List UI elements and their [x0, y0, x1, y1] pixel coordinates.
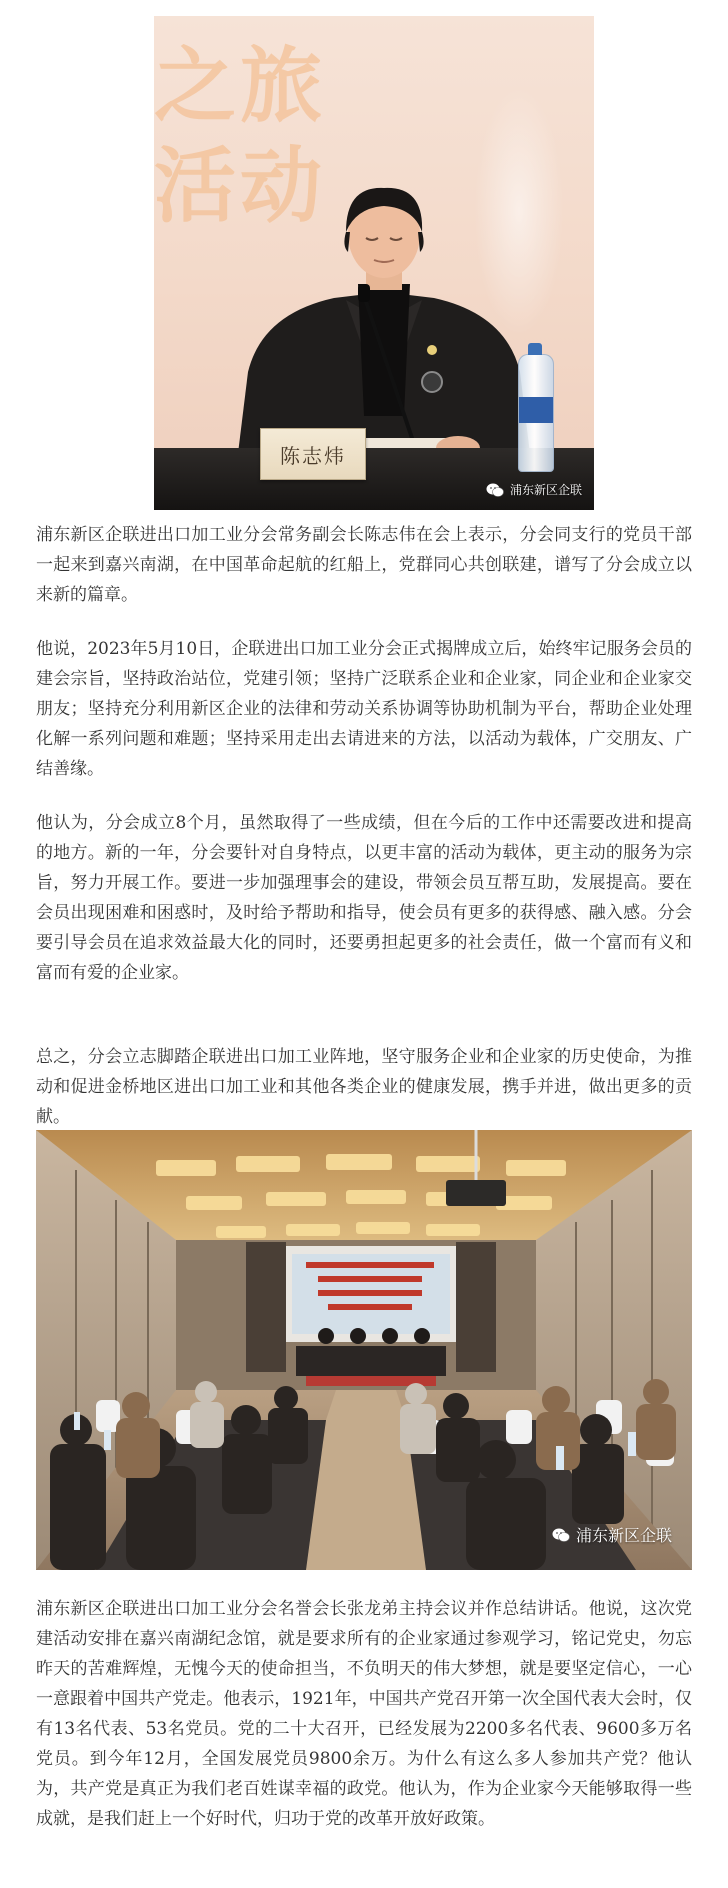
paragraph-2: 他说，2023年5月10日，企联进出口加工业分会正式揭牌成立后，始终牢记服务会员的建会宗旨，坚持政治站位，党建引领；坚持广泛联系企业和企业家，同企业和企业家交朋友；坚持充分利用新区企业的法律和劳动关系协调等协助机制为平台，帮助企业处理化解一系列问题和难题；坚持采用走出去请进来的方法，以活动为载体，广交朋友、广结善缘。	[36, 639, 692, 779]
backdrop-text-1: 之旅	[154, 39, 327, 134]
name-plate: 陈志炜	[260, 428, 366, 480]
paragraph-3: 他认为，分会成立8个月，虽然取得了一些成绩，但在今后的工作中还需要改进和提高的地方。新的一年，分会要针对自身特点，以更丰富的活动为载体，更主动的服务为宗旨，努力开展工作。要进一步加强理事会的建设，带领会员互帮互助，发展提高。要在会员出现困难和困惑时，及时给予帮助和指导，使会员有更多的获得感、融入感。分会要引导会员在追求效益最大化的同时，还要勇担起更多的社会责任，做一个富而有义和富而有爱的企业家。	[36, 813, 692, 983]
photo-watermark	[486, 481, 582, 498]
paragraph-4: 总之，分会立志脚踏企联进出口加工业阵地，坚守服务企业和企业家的历史使命，为推动和促进金桥地区进出口加工业和其他各类企业的健康发展，携手并进，做出更多的贡献。	[36, 1047, 692, 1127]
conference-photo	[36, 1130, 692, 1570]
wechat-icon	[552, 1527, 570, 1543]
photo-watermark	[552, 1523, 672, 1546]
wechat-icon	[486, 482, 504, 498]
paragraph-1: 浦东新区企联进出口加工业分会常务副会长陈志伟在会上表示，分会同支行的党员干部一起来到嘉兴南湖，在中国革命起航的红船上，党群同心共创联建，谱写了分会成立以来新的篇章。	[36, 525, 692, 605]
conference-scene	[36, 1130, 692, 1570]
watermark-text: 浦东新区企联	[575, 1526, 672, 1545]
watermark-text: 浦东新区企联	[509, 483, 582, 497]
paragraph-5: 浦东新区企联进出口加工业分会名誉会长张龙弟主持会议并作总结讲话。他说，这次党建活动安排在嘉兴南湖纪念馆，就是要求所有的企业家通过参观学习，铭记党史，勿忘昨天的苦难辉煌，无愧今天的使命担当，不负明天的伟大梦想，就是要坚定信心，一心一意跟着中国共产党走。他表示，1921年，中国共产党召开第一次全国代表大会时，仅有13名代表、53名党员。党的二十大召开，已经发展为2200多名代表、9600多万名党员。到今年12月，全国发展党员9800余万。为什么有这么多人参加共产党？他认为，共产党是真正为我们老百姓谋幸福的政党。他认为，作为企业家今天能够取得一些成就，是我们赶上一个好时代，归功于党的改革开放好政策。	[36, 1599, 692, 1829]
speaker-photo	[154, 16, 594, 510]
water-bottle	[518, 354, 554, 472]
backdrop-text-2: 活动	[154, 139, 327, 234]
